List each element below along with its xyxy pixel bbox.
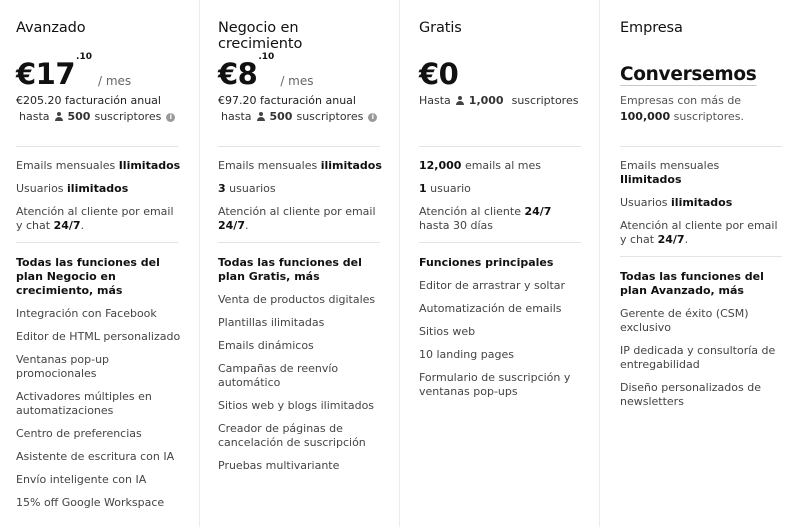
plan-header xyxy=(620,20,784,146)
plan-card-negocio xyxy=(200,0,400,527)
plan-price: €8 xyxy=(218,57,258,91)
plan-name: Avanzado xyxy=(16,20,86,36)
subs-suffix: suscriptores xyxy=(94,110,162,123)
basic-item: Atención al cliente por email y chat 24/7. xyxy=(16,205,174,232)
subs-suffix: suscriptores xyxy=(511,94,579,107)
basic-item: Atención al cliente 24/7 hasta 30 días xyxy=(419,205,552,232)
subscriber-limit xyxy=(16,109,183,125)
feature-item: Ventanas pop-up promocionales xyxy=(16,353,110,380)
feature-item: Sitios web y blogs ilimitados xyxy=(218,399,375,412)
features-title: Todas las funciones del plan Avanzado, más xyxy=(620,270,764,297)
basic-item: Emails mensuales Ilimitados xyxy=(620,159,720,186)
info-icon[interactable]: i xyxy=(166,113,175,122)
user-icon xyxy=(256,112,266,122)
feature-item: Pruebas multivariante xyxy=(218,459,340,472)
basic-item: 1 usuario xyxy=(419,182,471,195)
feature-item: Diseño personalizados de newsletters xyxy=(620,381,761,408)
plan-card-gratis xyxy=(400,0,600,527)
feature-item: Gerente de éxito (CSM) exclusivo xyxy=(620,307,749,334)
basic-item: Emails mensuales ilimitados xyxy=(218,159,382,172)
feature-item: Editor de arrastrar y soltar xyxy=(419,279,566,292)
info-icon[interactable]: i xyxy=(368,113,377,122)
feature-item: Plantillas ilimitadas xyxy=(218,316,325,329)
plan-basics xyxy=(218,147,383,233)
price-row xyxy=(620,38,784,89)
feature-item: Formulario de suscripción y ventanas pop-ups xyxy=(419,371,571,398)
plan-card-empresa xyxy=(600,0,800,527)
plan-features xyxy=(218,243,383,473)
annual-billing: €97.20 facturación anual xyxy=(218,94,356,107)
subs-count: 500 xyxy=(269,110,293,123)
feature-item: Editor de HTML personalizado xyxy=(16,330,181,343)
feature-item: Creador de páginas de cancelación de suscripción xyxy=(218,422,366,449)
feature-item: IP dedicada y consultoría de entregabilidad xyxy=(620,344,776,371)
subs-count: 1,000 xyxy=(468,94,504,107)
plan-header xyxy=(16,20,183,146)
feature-item: Integración con Facebook xyxy=(16,307,157,320)
user-icon xyxy=(54,112,64,122)
plan-price-cents: .10 xyxy=(76,52,92,62)
plan-name: Negocio en crecimiento xyxy=(218,20,303,52)
feature-item: Venta de productos digitales xyxy=(218,293,376,306)
basic-item: Atención al cliente por email 24/7. xyxy=(218,205,376,232)
feature-item: Campañas de reenvío automático xyxy=(218,362,339,389)
price-row xyxy=(419,38,583,93)
plan-features xyxy=(16,243,183,510)
feature-item: Envío inteligente con IA xyxy=(16,473,147,486)
subscriber-limit xyxy=(419,93,583,109)
plan-card-avanzado xyxy=(0,0,200,527)
plan-period: / mes xyxy=(280,74,314,88)
annual-billing: €205.20 facturación anual xyxy=(16,94,161,107)
plan-price: €0 xyxy=(419,57,459,91)
user-icon xyxy=(455,96,465,106)
plan-name: Empresa xyxy=(620,20,683,36)
plan-basics xyxy=(16,147,183,233)
feature-item: Asistente de escritura con IA xyxy=(16,450,175,463)
plan-price-cents: .10 xyxy=(258,52,275,62)
plan-name: Gratis xyxy=(419,20,462,36)
basic-item: Usuarios ilimitados xyxy=(16,182,129,195)
basic-item: 12,000 emails al mes xyxy=(419,159,542,172)
feature-item: Centro de preferencias xyxy=(16,427,142,440)
feature-item: Automatización de emails xyxy=(419,302,562,315)
plan-basics xyxy=(419,147,583,233)
feature-item: 15% off Google Workspace xyxy=(16,496,165,509)
contact-sales-link[interactable]: Conversemos xyxy=(620,64,757,85)
plan-features xyxy=(620,257,784,409)
features-title: Todas las funciones del plan Negocio en crecimiento, más xyxy=(16,256,160,297)
plan-period: / mes xyxy=(98,74,132,88)
basic-item: 3 usuarios xyxy=(218,182,276,195)
basic-item: Atención al cliente por email y chat 24/7. xyxy=(620,219,778,246)
subs-prefix: Hasta xyxy=(419,94,451,107)
plan-header xyxy=(218,20,383,146)
plan-price: €17 xyxy=(16,57,76,91)
feature-item: 10 landing pages xyxy=(419,348,514,361)
subs-count: 500 xyxy=(67,110,91,123)
plan-description: Empresas con más de 100,000 suscriptores. xyxy=(620,94,744,123)
basic-item: Usuarios ilimitados xyxy=(620,196,733,209)
features-title: Todas las funciones del plan Gratis, más xyxy=(218,256,362,283)
subscriber-limit xyxy=(218,109,383,125)
subs-prefix: hasta xyxy=(19,110,50,123)
plan-basics xyxy=(620,147,784,247)
feature-item: Emails dinámicos xyxy=(218,339,314,352)
price-row xyxy=(16,38,183,93)
feature-item: Sitios web xyxy=(419,325,476,338)
basic-item: Emails mensuales Ilimitados xyxy=(16,159,181,172)
subs-prefix: hasta xyxy=(221,110,252,123)
plan-header xyxy=(419,20,583,146)
features-title: Funciones principales xyxy=(419,256,554,269)
feature-item: Activadores múltiples en automatizaciones xyxy=(16,390,152,417)
subs-suffix: suscriptores xyxy=(296,110,364,123)
plan-features xyxy=(419,243,583,399)
